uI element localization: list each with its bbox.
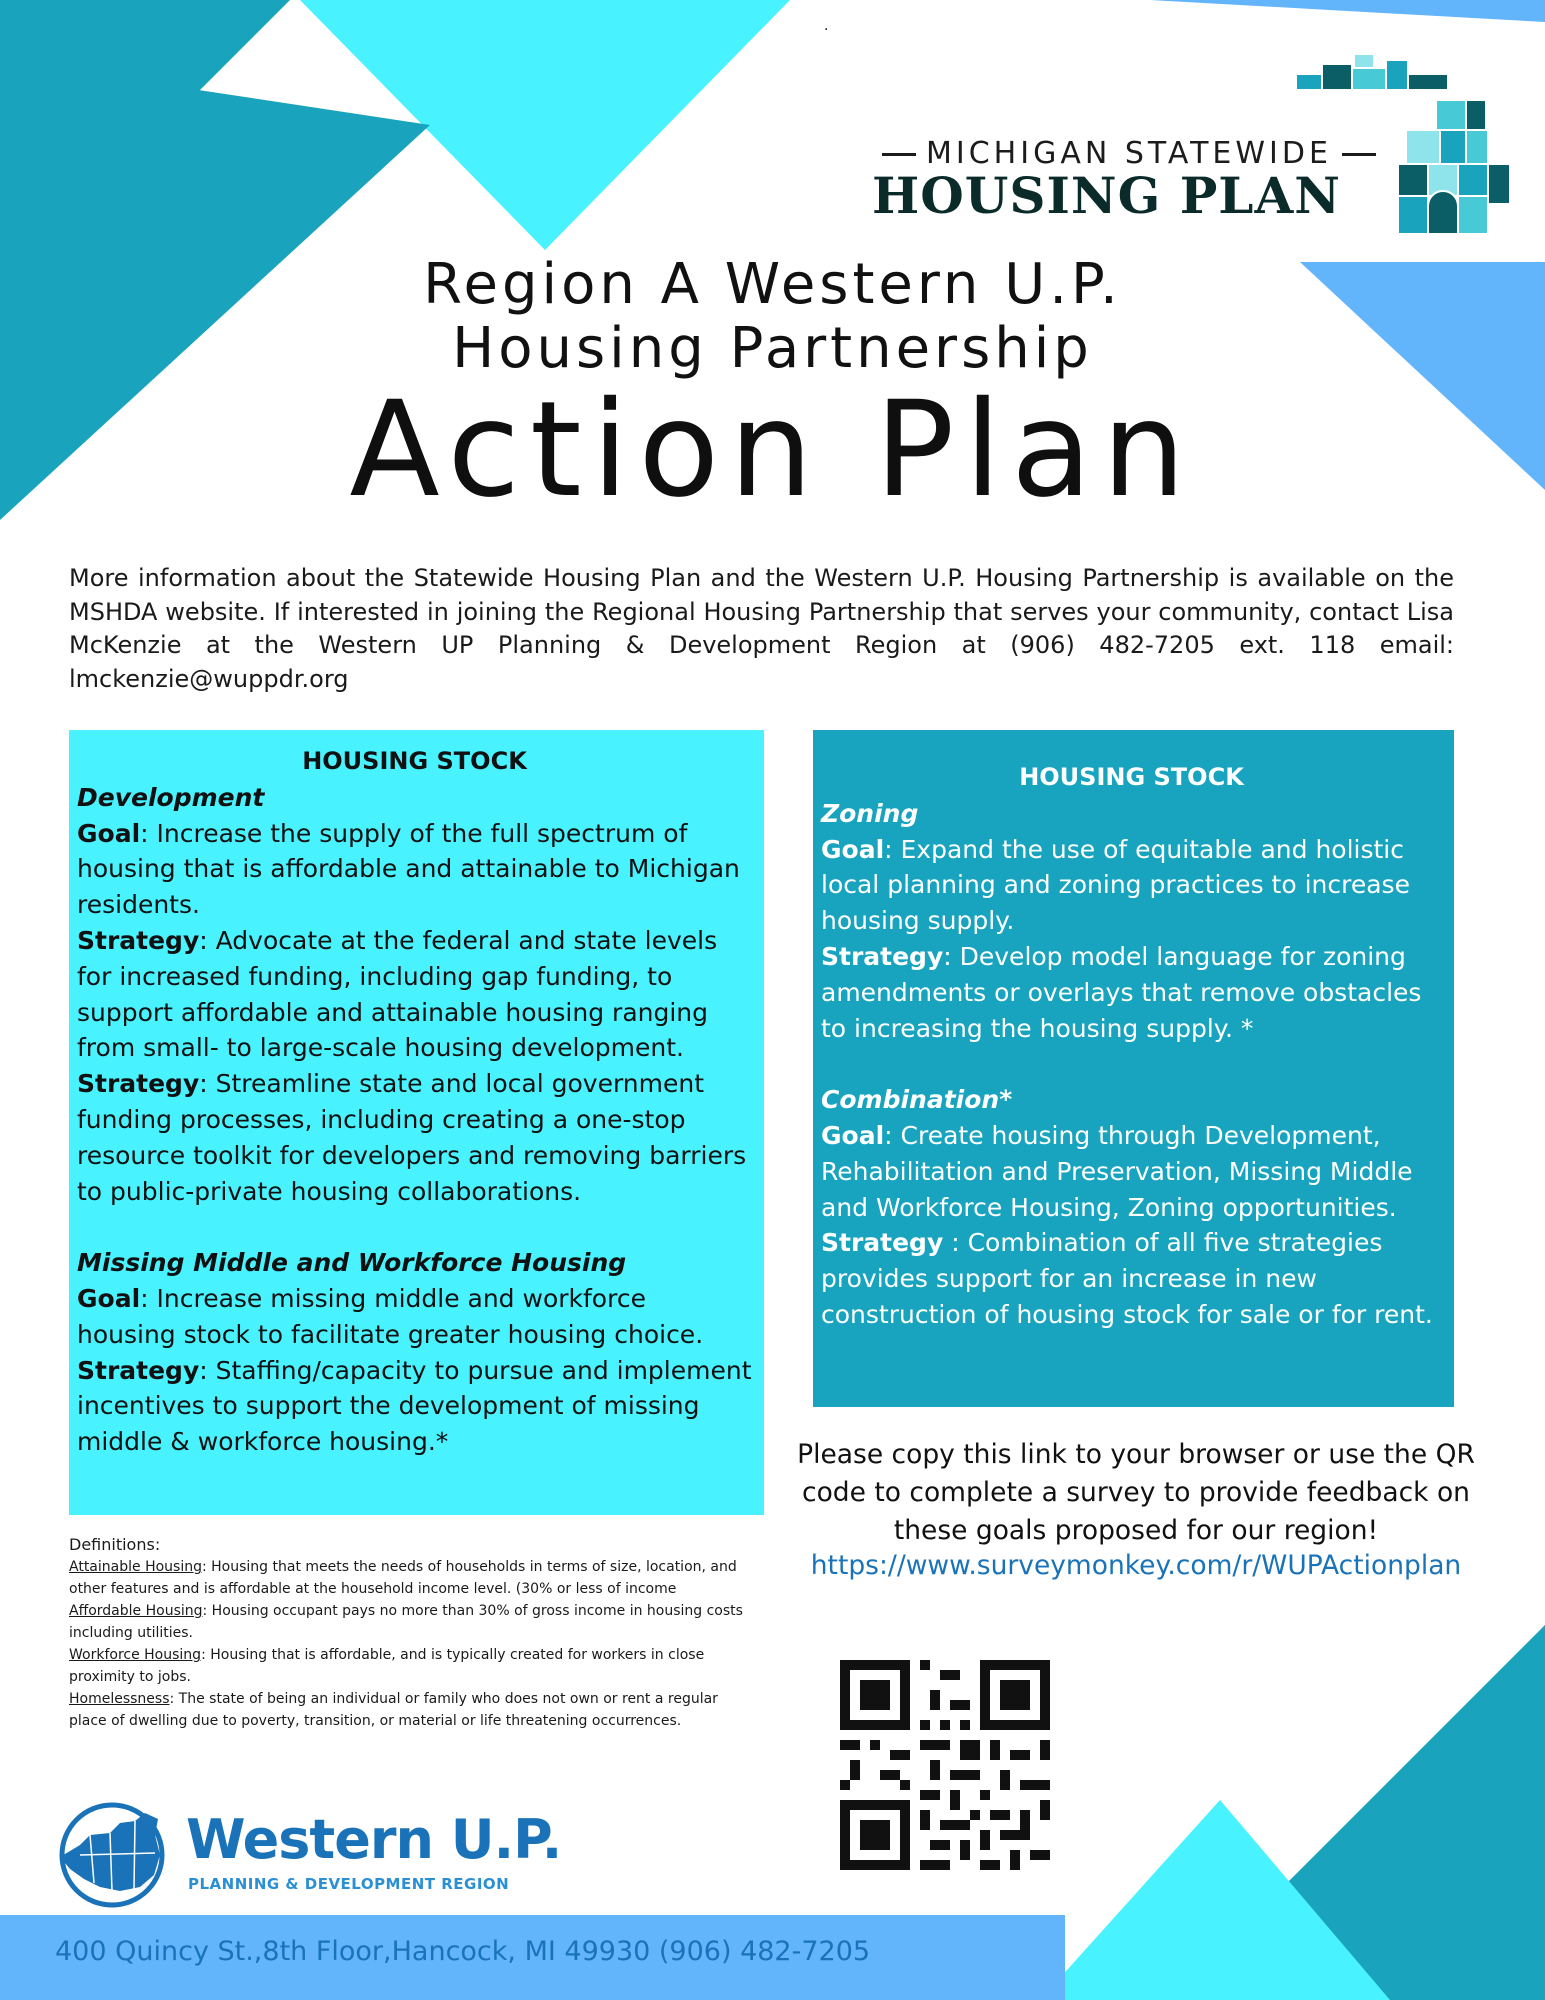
definition-item: Workforce Housing: Housing that is affordable, and is typically created for workers in close proximity to jobs. [69, 1647, 705, 1685]
strategy-development-1: Strategy: Advocate at the federal and state levels for increased funding, including gap funding, to support affordable and attainable housing ranging from small- to large-scale housing development. [77, 925, 718, 1063]
definition-item: Affordable Housing: Housing occupant pays no more than 30% of gross income in housing costs including utilities. [69, 1603, 743, 1641]
survey-text: Please copy this link to your browser or use the QR code to complete a survey to provide feedback on these goals proposed for our region! [797, 1439, 1475, 1546]
goal-zoning: Goal: Expand the use of equitable and holistic local planning and zoning practices to increase housing supply. [821, 834, 1410, 936]
panel-heading: HOUSING STOCK [1019, 763, 1244, 791]
definitions-heading: Definitions: [69, 1535, 161, 1554]
org-subtitle: PLANNING & DEVELOPMENT REGION [188, 1875, 510, 1893]
section-title-development: Development [77, 782, 265, 812]
logo-title: HOUSING PLAN [872, 166, 1341, 225]
qr-code-icon[interactable] [840, 1660, 1050, 1870]
intro-paragraph: More information about the Statewide Housing Plan and the Western U.P. Housing Partnership is available on the MSHDA website. If interested in joining the Regional Housing Partnership that serves your community, contact Lisa McKenzie at the Western UP Planning & Development Region at (906) 482-7205 ext. 118 email: lmckenzie@wuppdr.org [69, 564, 1454, 693]
title-line2: Housing Partnership [452, 316, 1093, 381]
strategy-combination: Strategy : Combination of all five strategies provides support for an increase in new construction of housing stock for sale or for rent. [821, 1228, 1433, 1329]
goal-missing-middle: Goal: Increase missing middle and workforce housing stock to facilitate greater housing choice. [77, 1283, 704, 1349]
definition-item: Attainable Housing: Housing that meets the needs of households in terms of size, location, and other features and is affordable at the household income level. (30% or less of income [69, 1559, 737, 1597]
strategy-missing-middle: Strategy: Staffing/capacity to pursue and implement incentives to support the development of missing middle & workforce housing.* [77, 1355, 752, 1457]
page-title: Action Plan [349, 373, 1196, 527]
top-right-sky-triangle [1150, 0, 1545, 22]
section-title-zoning: Zoning [821, 798, 919, 828]
housing-stock-left-panel [69, 730, 764, 1515]
section-title-combination: Combination* [821, 1085, 1013, 1115]
footer-address: 400 Quincy St.,8th Floor,Hancock, MI 49930 (906) 482-7205 [55, 1936, 871, 1967]
goal-combination: Goal: Create housing through Development, Rehabilitation and Preservation, Missing Middle and Workforce Housing, Zoning opportunities. [821, 1120, 1413, 1222]
goal-development: Goal: Increase the supply of the full spectrum of housing that is affordable and attainable to Michigan residents. [77, 818, 740, 920]
definition-item: Homelessness: The state of being an individual or family who does not own or rent a regular place of dwelling due to poverty, transition, or material or life threatening occurrences. [69, 1691, 718, 1729]
definitions [69, 1534, 749, 1732]
title-line1: Region A Western U.P. [423, 252, 1122, 317]
section-title-missing-middle: Missing Middle and Workforce Housing [77, 1248, 627, 1278]
stray-dot: . [824, 18, 829, 34]
org-name: Western U.P. [186, 1808, 562, 1871]
strategy-zoning: Strategy: Develop model language for zoning amendments or overlays that remove obstacles to increasing the housing supply. * [821, 941, 1422, 1043]
western-up-logo-icon [50, 1795, 180, 1910]
logo-tagline: MICHIGAN STATEWIDE [872, 136, 1372, 171]
housing-stock-right-panel [813, 730, 1454, 1407]
survey-link[interactable]: https://www.surveymonkey.com/r/WUPActionplan [810, 1550, 1462, 1581]
panel-heading: HOUSING STOCK [302, 747, 527, 775]
strategy-development-2: Strategy: Streamline state and local government funding processes, including creating a one-stop resource toolkit for developers and removing barriers to public-private housing collaborations. [77, 1069, 747, 1206]
